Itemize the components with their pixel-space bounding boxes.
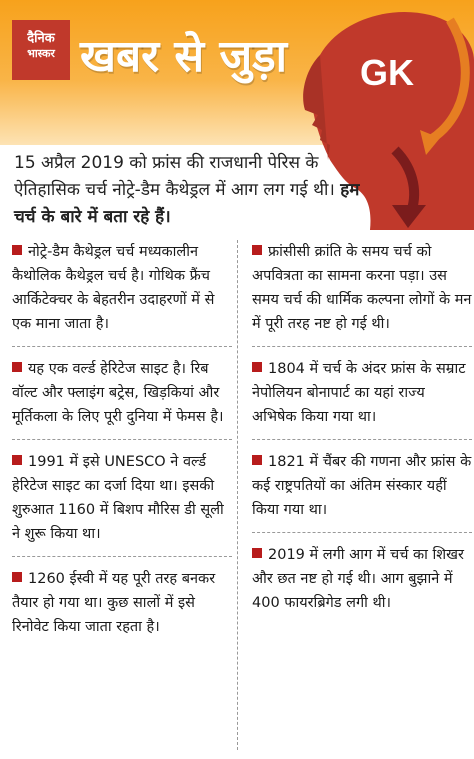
list-item [252,357,472,440]
bullet-square-icon [12,245,22,255]
list-item [252,450,472,533]
column-divider [237,240,238,750]
item-text: फ्रांसीसी क्रांति के समय चर्च को अपवित्रता का सामना करना पड़ा। उस समय चर्च की धार्मिक कल्पना लोगों के मन में पूरी तरह नष्ट हो गई थी। [252,244,472,332]
intro-text: 15 अप्रैल 2019 को फ्रांस की राजधानी पेरिस के ऐतिहासिक चर्च नोट्रे-डैम कैथेड्रल में आग लग गई थी। [14,153,341,200]
gk-badge: GK [360,52,414,93]
bullet-square-icon [12,455,22,465]
bullet-square-icon [12,572,22,582]
intro-bold-text: हम चर्च के बारे में बता रहे हैं। [14,180,360,227]
list-item [12,240,232,347]
item-text: 1260 ईस्वी में यह पूरी तरह बनकर तैयार हो गया था। कुछ सालों में इसे रिनोवेट किया जाता रहता है। [12,571,216,635]
bullet-square-icon [12,362,22,372]
bullet-square-icon [252,548,262,558]
list-item [12,567,232,649]
intro-paragraph [14,150,384,231]
list-item [12,357,232,440]
right-column [252,240,472,635]
list-item [12,450,232,557]
dainik-bhaskar-logo [12,20,70,80]
list-item [252,240,472,347]
list-item [252,543,472,625]
logo-line-2: भास्कर [27,47,55,61]
left-column [12,240,232,659]
bullet-square-icon [252,245,262,255]
bullet-square-icon [252,362,262,372]
item-text: यह एक वर्ल्ड हेरिटेज साइट है। रिब वॉल्ट और फ्लाइंग बट्रेस, खिड़कियां और मूर्तिकला के लिए पूरी दुनिया में फेमस है। [12,361,224,425]
logo-line-1: दैनिक [27,31,55,46]
page-title: खबर से जुड़ा [80,31,288,82]
item-text: नोट्रे-डैम कैथेड्रल चर्च मध्यकालीन कैथोलिक कैथेड्रल चर्च है। गोथिक फ्रैंच आर्किटेक्चर के बेहतरीन उदाहरणों में से एक माना जाता है। [12,244,215,332]
item-text: 1991 में इसे UNESCO ने वर्ल्ड हेरिटेज साइट का दर्जा दिया था। इसकी शुरुआत 1160 में बिशप मौरिस डी सूली ने शुरू किया था। [12,454,224,542]
item-text: 2019 में लगी आग में चर्च का शिखर और छत नष्ट हो गई थी। आग बुझाने में 400 फायरब्रिगेड लगी थी। [252,547,464,611]
item-text: 1821 में चैंबर की गणना और फ्रांस के कई राष्ट्रपतियों का अंतिम संस्कार यहीं किया गया था। [252,454,472,518]
item-text: 1804 में चर्च के अंदर फ्रांस के सम्राट नेपोलियन बोनापार्ट का यहां राज्य अभिषेक किया गया था। [252,361,466,425]
bullet-square-icon [252,455,262,465]
